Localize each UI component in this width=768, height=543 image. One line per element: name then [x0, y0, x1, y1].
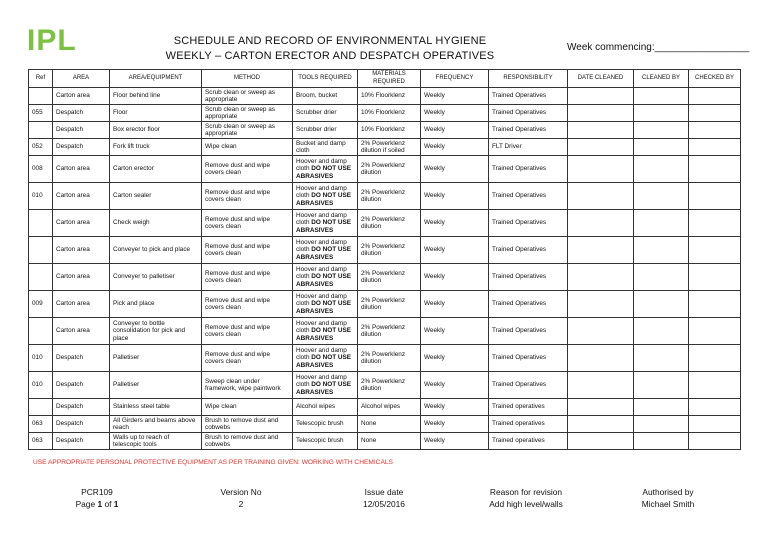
- checked-by-cell[interactable]: [689, 318, 741, 345]
- col-header: MATERIALS REQUIRED: [358, 70, 421, 88]
- frequency-cell: Weekly: [421, 139, 489, 156]
- cleaned-by-cell[interactable]: [634, 318, 689, 345]
- method-cell: Remove dust and wipe covers clean: [202, 156, 293, 183]
- materials-cell: 2% Powerklenz dilution: [358, 210, 421, 237]
- date-cleaned-cell[interactable]: [568, 318, 634, 345]
- cleaned-by-cell[interactable]: [634, 122, 689, 139]
- date-cleaned-cell[interactable]: [568, 345, 634, 372]
- abrasives-warning: DO NOT USE ABRASIVES: [296, 354, 352, 369]
- area-cell: Despatch: [53, 433, 110, 450]
- tools-cell: Hoover and damp cloth DO NOT USE ABRASIVES: [293, 372, 358, 399]
- area-cell: Despatch: [53, 122, 110, 139]
- ref-cell: [29, 237, 53, 264]
- materials-cell: 2% Powerklenz dilution: [358, 372, 421, 399]
- materials-cell: None: [358, 433, 421, 450]
- ref-cell: 010: [29, 345, 53, 372]
- ipl-logo: [24, 22, 77, 62]
- table-row: [29, 105, 741, 122]
- tools-cell: Hoover and damp cloth DO NOT USE ABRASIVES: [293, 345, 358, 372]
- tools-cell: Scrubber drier: [293, 122, 358, 139]
- table-row: [29, 318, 741, 345]
- version-label: Version No: [220, 487, 262, 497]
- cleaned-by-cell[interactable]: [634, 156, 689, 183]
- materials-cell: 2% Powerklenz dilution: [358, 237, 421, 264]
- abrasives-warning: DO NOT USE ABRASIVES: [296, 219, 352, 234]
- frequency-cell: Weekly: [421, 291, 489, 318]
- cleaned-by-cell[interactable]: [634, 183, 689, 210]
- title-line-1: SCHEDULE AND RECORD OF ENVIRONMENTAL HYGIENE: [173, 35, 487, 47]
- date-cleaned-cell[interactable]: [568, 264, 634, 291]
- document-title: [150, 34, 510, 64]
- schedule-table: [28, 69, 741, 450]
- materials-cell: 2% Powerklenz dilution: [358, 156, 421, 183]
- table-row: [29, 291, 741, 318]
- date-cleaned-cell[interactable]: [568, 291, 634, 318]
- materials-cell: 2% Powerklenz dilution: [358, 345, 421, 372]
- date-cleaned-cell[interactable]: [568, 433, 634, 450]
- responsibility-cell: Trained Operatives: [489, 372, 568, 399]
- equipment-cell: Palletiser: [110, 345, 202, 372]
- equipment-cell: Conveyer to bottle consolidation for pick and place: [110, 318, 202, 345]
- equipment-cell: Conveyer to palletiser: [110, 264, 202, 291]
- date-cleaned-cell[interactable]: [568, 372, 634, 399]
- frequency-cell: Weekly: [421, 399, 489, 416]
- table-row: [29, 264, 741, 291]
- area-cell: Carton area: [53, 88, 110, 105]
- footer-authorised: [630, 486, 706, 510]
- date-cleaned-cell[interactable]: [568, 122, 634, 139]
- reason-label: Reason for revision: [489, 487, 563, 497]
- frequency-cell: Weekly: [421, 122, 489, 139]
- table-row: [29, 237, 741, 264]
- cleaned-by-cell[interactable]: [634, 291, 689, 318]
- table-row: [29, 433, 741, 450]
- equipment-cell: Check weigh: [110, 210, 202, 237]
- method-cell: Scrub clean or sweep as appropriate: [202, 105, 293, 122]
- table-header-row: [29, 70, 741, 88]
- method-cell: Remove dust and wipe covers clean: [202, 291, 293, 318]
- frequency-cell: Weekly: [421, 372, 489, 399]
- checked-by-cell[interactable]: [689, 399, 741, 416]
- checked-by-cell[interactable]: [689, 139, 741, 156]
- cleaned-by-cell[interactable]: [634, 372, 689, 399]
- ref-cell: 008: [29, 156, 53, 183]
- col-header: AREA/EQUIPMENT: [110, 70, 202, 88]
- equipment-cell: Stainless steel table: [110, 399, 202, 416]
- tools-cell: Telescopic brush: [293, 416, 358, 433]
- area-cell: Despatch: [53, 345, 110, 372]
- auth-label: Authorised by: [642, 487, 694, 497]
- checked-by-cell[interactable]: [689, 345, 741, 372]
- cleaned-by-cell[interactable]: [634, 433, 689, 450]
- area-cell: Despatch: [53, 105, 110, 122]
- ref-cell: [29, 88, 53, 105]
- area-cell: Carton area: [53, 183, 110, 210]
- equipment-cell: Floor: [110, 105, 202, 122]
- checked-by-cell[interactable]: [689, 88, 741, 105]
- method-cell: Brush to remove dust and cobwebs: [202, 433, 293, 450]
- table-row: [29, 372, 741, 399]
- abrasives-warning: DO NOT USE ABRASIVES: [296, 327, 352, 342]
- responsibility-cell: Trained Operatives: [489, 264, 568, 291]
- equipment-cell: Walls up to reach of telescopic tools: [110, 433, 202, 450]
- cleaned-by-cell[interactable]: [634, 139, 689, 156]
- col-header: AREA: [53, 70, 110, 88]
- col-header: CHECKED BY: [689, 70, 741, 88]
- responsibility-cell: Trained Operatives: [489, 183, 568, 210]
- frequency-cell: Weekly: [421, 345, 489, 372]
- equipment-cell: Palletiser: [110, 372, 202, 399]
- materials-cell: 2% Powerklenz dilution: [358, 291, 421, 318]
- materials-cell: None: [358, 416, 421, 433]
- issue-value: 12/05/2016: [363, 499, 405, 509]
- title-line-2: WEEKLY – CARTON ERECTOR AND DESPATCH OPERATIVES: [165, 50, 495, 62]
- date-cleaned-cell[interactable]: [568, 210, 634, 237]
- responsibility-cell: Trained Operatives: [489, 88, 568, 105]
- col-header: CLEANED BY: [634, 70, 689, 88]
- area-cell: Carton area: [53, 156, 110, 183]
- area-cell: Despatch: [53, 416, 110, 433]
- frequency-cell: Weekly: [421, 210, 489, 237]
- method-cell: Scrub clean or sweep as appropriate: [202, 88, 293, 105]
- frequency-cell: Weekly: [421, 156, 489, 183]
- table-row: [29, 139, 741, 156]
- frequency-cell: Weekly: [421, 318, 489, 345]
- method-cell: Remove dust and wipe covers clean: [202, 210, 293, 237]
- materials-cell: 2% Powerklenz dilution: [358, 318, 421, 345]
- week-commencing: Week commencing:_________________: [567, 42, 750, 53]
- checked-by-cell[interactable]: [689, 237, 741, 264]
- reason-value: Add high level/walls: [489, 499, 563, 509]
- checked-by-cell[interactable]: [689, 416, 741, 433]
- tools-cell: Hoover and damp cloth DO NOT USE ABRASIVES: [293, 237, 358, 264]
- date-cleaned-cell[interactable]: [568, 183, 634, 210]
- frequency-cell: Weekly: [421, 264, 489, 291]
- ref-cell: 010: [29, 183, 53, 210]
- date-cleaned-cell[interactable]: [568, 156, 634, 183]
- area-cell: Carton area: [53, 237, 110, 264]
- method-cell: Wipe clean: [202, 139, 293, 156]
- col-header: DATE CLEANED: [568, 70, 634, 88]
- area-cell: Carton area: [53, 291, 110, 318]
- ref-cell: 009: [29, 291, 53, 318]
- responsibility-cell: Trained operatives: [489, 416, 568, 433]
- ref-cell: [29, 210, 53, 237]
- method-cell: Remove dust and wipe covers clean: [202, 237, 293, 264]
- col-header: RESPONSIBILITY: [489, 70, 568, 88]
- equipment-cell: Floor behind line: [110, 88, 202, 105]
- checked-by-cell[interactable]: [689, 122, 741, 139]
- method-cell: Remove dust and wipe covers clean: [202, 183, 293, 210]
- date-cleaned-cell[interactable]: [568, 416, 634, 433]
- frequency-cell: Weekly: [421, 105, 489, 122]
- area-cell: Carton area: [53, 318, 110, 345]
- cleaned-by-cell[interactable]: [634, 345, 689, 372]
- equipment-cell: Pick and place: [110, 291, 202, 318]
- area-cell: Carton area: [53, 210, 110, 237]
- method-cell: Remove dust and wipe covers clean: [202, 264, 293, 291]
- tools-cell: Telescopic brush: [293, 433, 358, 450]
- date-cleaned-cell[interactable]: [568, 237, 634, 264]
- materials-cell: Alcohol wipes: [358, 399, 421, 416]
- ref-cell: 052: [29, 139, 53, 156]
- table-row: [29, 210, 741, 237]
- auth-value: Michael Smith: [641, 499, 695, 509]
- responsibility-cell: Trained Operatives: [489, 210, 568, 237]
- ref-cell: [29, 318, 53, 345]
- tools-cell: Hoover and damp cloth DO NOT USE ABRASIVES: [293, 318, 358, 345]
- equipment-cell: Box erector floor: [110, 122, 202, 139]
- tools-cell: Hoover and damp cloth DO NOT USE ABRASIVES: [293, 156, 358, 183]
- doc-code: PCR109: [81, 487, 113, 497]
- table-row: [29, 156, 741, 183]
- cleaned-by-cell[interactable]: [634, 105, 689, 122]
- responsibility-cell: Trained operatives: [489, 399, 568, 416]
- checked-by-cell[interactable]: [689, 291, 741, 318]
- col-header: FREQUENCY: [421, 70, 489, 88]
- frequency-cell: Weekly: [421, 433, 489, 450]
- abrasives-warning: DO NOT USE ABRASIVES: [296, 300, 352, 315]
- responsibility-cell: Trained operatives: [489, 433, 568, 450]
- checked-by-cell[interactable]: [689, 105, 741, 122]
- responsibility-cell: Trained Operatives: [489, 345, 568, 372]
- responsibility-cell: Trained Operatives: [489, 237, 568, 264]
- table-row: [29, 345, 741, 372]
- tools-cell: Hoover and damp cloth DO NOT USE ABRASIVES: [293, 183, 358, 210]
- method-cell: Scrub clean or sweep as appropriate: [202, 122, 293, 139]
- equipment-cell: Conveyer to pick and place: [110, 237, 202, 264]
- cleaned-by-cell[interactable]: [634, 416, 689, 433]
- table-row: [29, 183, 741, 210]
- abrasives-warning: DO NOT USE ABRASIVES: [296, 165, 352, 180]
- method-cell: Remove dust and wipe covers clean: [202, 345, 293, 372]
- responsibility-cell: Trained Operatives: [489, 122, 568, 139]
- materials-cell: 2% Powerklenz dilution if soiled: [358, 139, 421, 156]
- date-cleaned-cell[interactable]: [568, 399, 634, 416]
- ref-cell: 063: [29, 433, 53, 450]
- method-cell: Remove dust and wipe covers clean: [202, 318, 293, 345]
- footer-doc: [72, 486, 122, 510]
- tools-cell: Bucket and damp cloth: [293, 139, 358, 156]
- ref-cell: 010: [29, 372, 53, 399]
- date-cleaned-cell[interactable]: [568, 105, 634, 122]
- table-row: [29, 399, 741, 416]
- date-cleaned-cell[interactable]: [568, 88, 634, 105]
- tools-cell: Broom, bucket: [293, 88, 358, 105]
- equipment-cell: Fork lift truck: [110, 139, 202, 156]
- cleaned-by-cell[interactable]: [634, 88, 689, 105]
- checked-by-cell[interactable]: [689, 156, 741, 183]
- abrasives-warning: DO NOT USE ABRASIVES: [296, 381, 352, 396]
- responsibility-cell: Trained Operatives: [489, 291, 568, 318]
- area-cell: Despatch: [53, 399, 110, 416]
- abrasives-warning: DO NOT USE ABRASIVES: [296, 246, 352, 261]
- table-row: [29, 88, 741, 105]
- cleaned-by-cell[interactable]: [634, 210, 689, 237]
- ref-cell: [29, 399, 53, 416]
- equipment-cell: All Girders and beams above reach: [110, 416, 202, 433]
- cleaned-by-cell[interactable]: [634, 264, 689, 291]
- footer-issue: [349, 486, 419, 510]
- checked-by-cell[interactable]: [689, 264, 741, 291]
- materials-cell: 2% Powerklenz dilution: [358, 183, 421, 210]
- tools-cell: Hoover and damp cloth DO NOT USE ABRASIVES: [293, 210, 358, 237]
- checked-by-cell[interactable]: [689, 372, 741, 399]
- checked-by-cell[interactable]: [689, 183, 741, 210]
- page-number: Page 1 of 1: [75, 499, 119, 509]
- cleaned-by-cell[interactable]: [634, 399, 689, 416]
- tools-cell: Hoover and damp cloth DO NOT USE ABRASIVES: [293, 291, 358, 318]
- cleaned-by-cell[interactable]: [634, 237, 689, 264]
- table-row: [29, 416, 741, 433]
- ref-cell: [29, 264, 53, 291]
- table-body: [29, 88, 741, 450]
- abrasives-warning: DO NOT USE ABRASIVES: [296, 192, 352, 207]
- responsibility-cell: FLT Driver: [489, 139, 568, 156]
- equipment-cell: Carton sealer: [110, 183, 202, 210]
- materials-cell: 2% Powerklenz dilution: [358, 264, 421, 291]
- ref-cell: 063: [29, 416, 53, 433]
- version-value: 2: [238, 499, 244, 509]
- area-cell: Despatch: [53, 372, 110, 399]
- method-cell: Wipe clean: [202, 399, 293, 416]
- ppe-note: USE APPROPRIATE PERSONAL PROTECTIVE EQUIPMENT AS PER TRAINING GIVEN: WORKING WITH CHEMICALS: [33, 459, 393, 466]
- table-row: [29, 122, 741, 139]
- tools-cell: Hoover and damp cloth DO NOT USE ABRASIVES: [293, 264, 358, 291]
- materials-cell: 10% Floorklenz: [358, 122, 421, 139]
- col-header: Ref: [29, 70, 53, 88]
- tools-cell: Scrubber drier: [293, 105, 358, 122]
- method-cell: Sweep clean under framework, wipe paintwork: [202, 372, 293, 399]
- issue-label: Issue date: [364, 487, 404, 497]
- responsibility-cell: Trained Operatives: [489, 156, 568, 183]
- frequency-cell: Weekly: [421, 237, 489, 264]
- frequency-cell: Weekly: [421, 183, 489, 210]
- tools-cell: Alcohol wipes: [293, 399, 358, 416]
- method-cell: Brush to remove dust and cobwebs: [202, 416, 293, 433]
- area-cell: Carton area: [53, 264, 110, 291]
- responsibility-cell: Trained Operatives: [489, 105, 568, 122]
- abrasives-warning: DO NOT USE ABRASIVES: [296, 273, 352, 288]
- footer-reason: [478, 486, 574, 510]
- frequency-cell: Weekly: [421, 88, 489, 105]
- materials-cell: 10% Floorklenz: [358, 88, 421, 105]
- area-cell: Despatch: [53, 139, 110, 156]
- ref-cell: [29, 122, 53, 139]
- frequency-cell: Weekly: [421, 416, 489, 433]
- checked-by-cell[interactable]: [689, 210, 741, 237]
- checked-by-cell[interactable]: [689, 433, 741, 450]
- footer-version: [206, 486, 276, 510]
- logo-text: IPL: [27, 24, 77, 57]
- equipment-cell: Carton erector: [110, 156, 202, 183]
- col-header: TOOLS REQUIRED: [293, 70, 358, 88]
- ref-cell: 055: [29, 105, 53, 122]
- col-header: METHOD: [202, 70, 293, 88]
- responsibility-cell: Trained Operatives: [489, 318, 568, 345]
- date-cleaned-cell[interactable]: [568, 139, 634, 156]
- materials-cell: 10% Floorklenz: [358, 105, 421, 122]
